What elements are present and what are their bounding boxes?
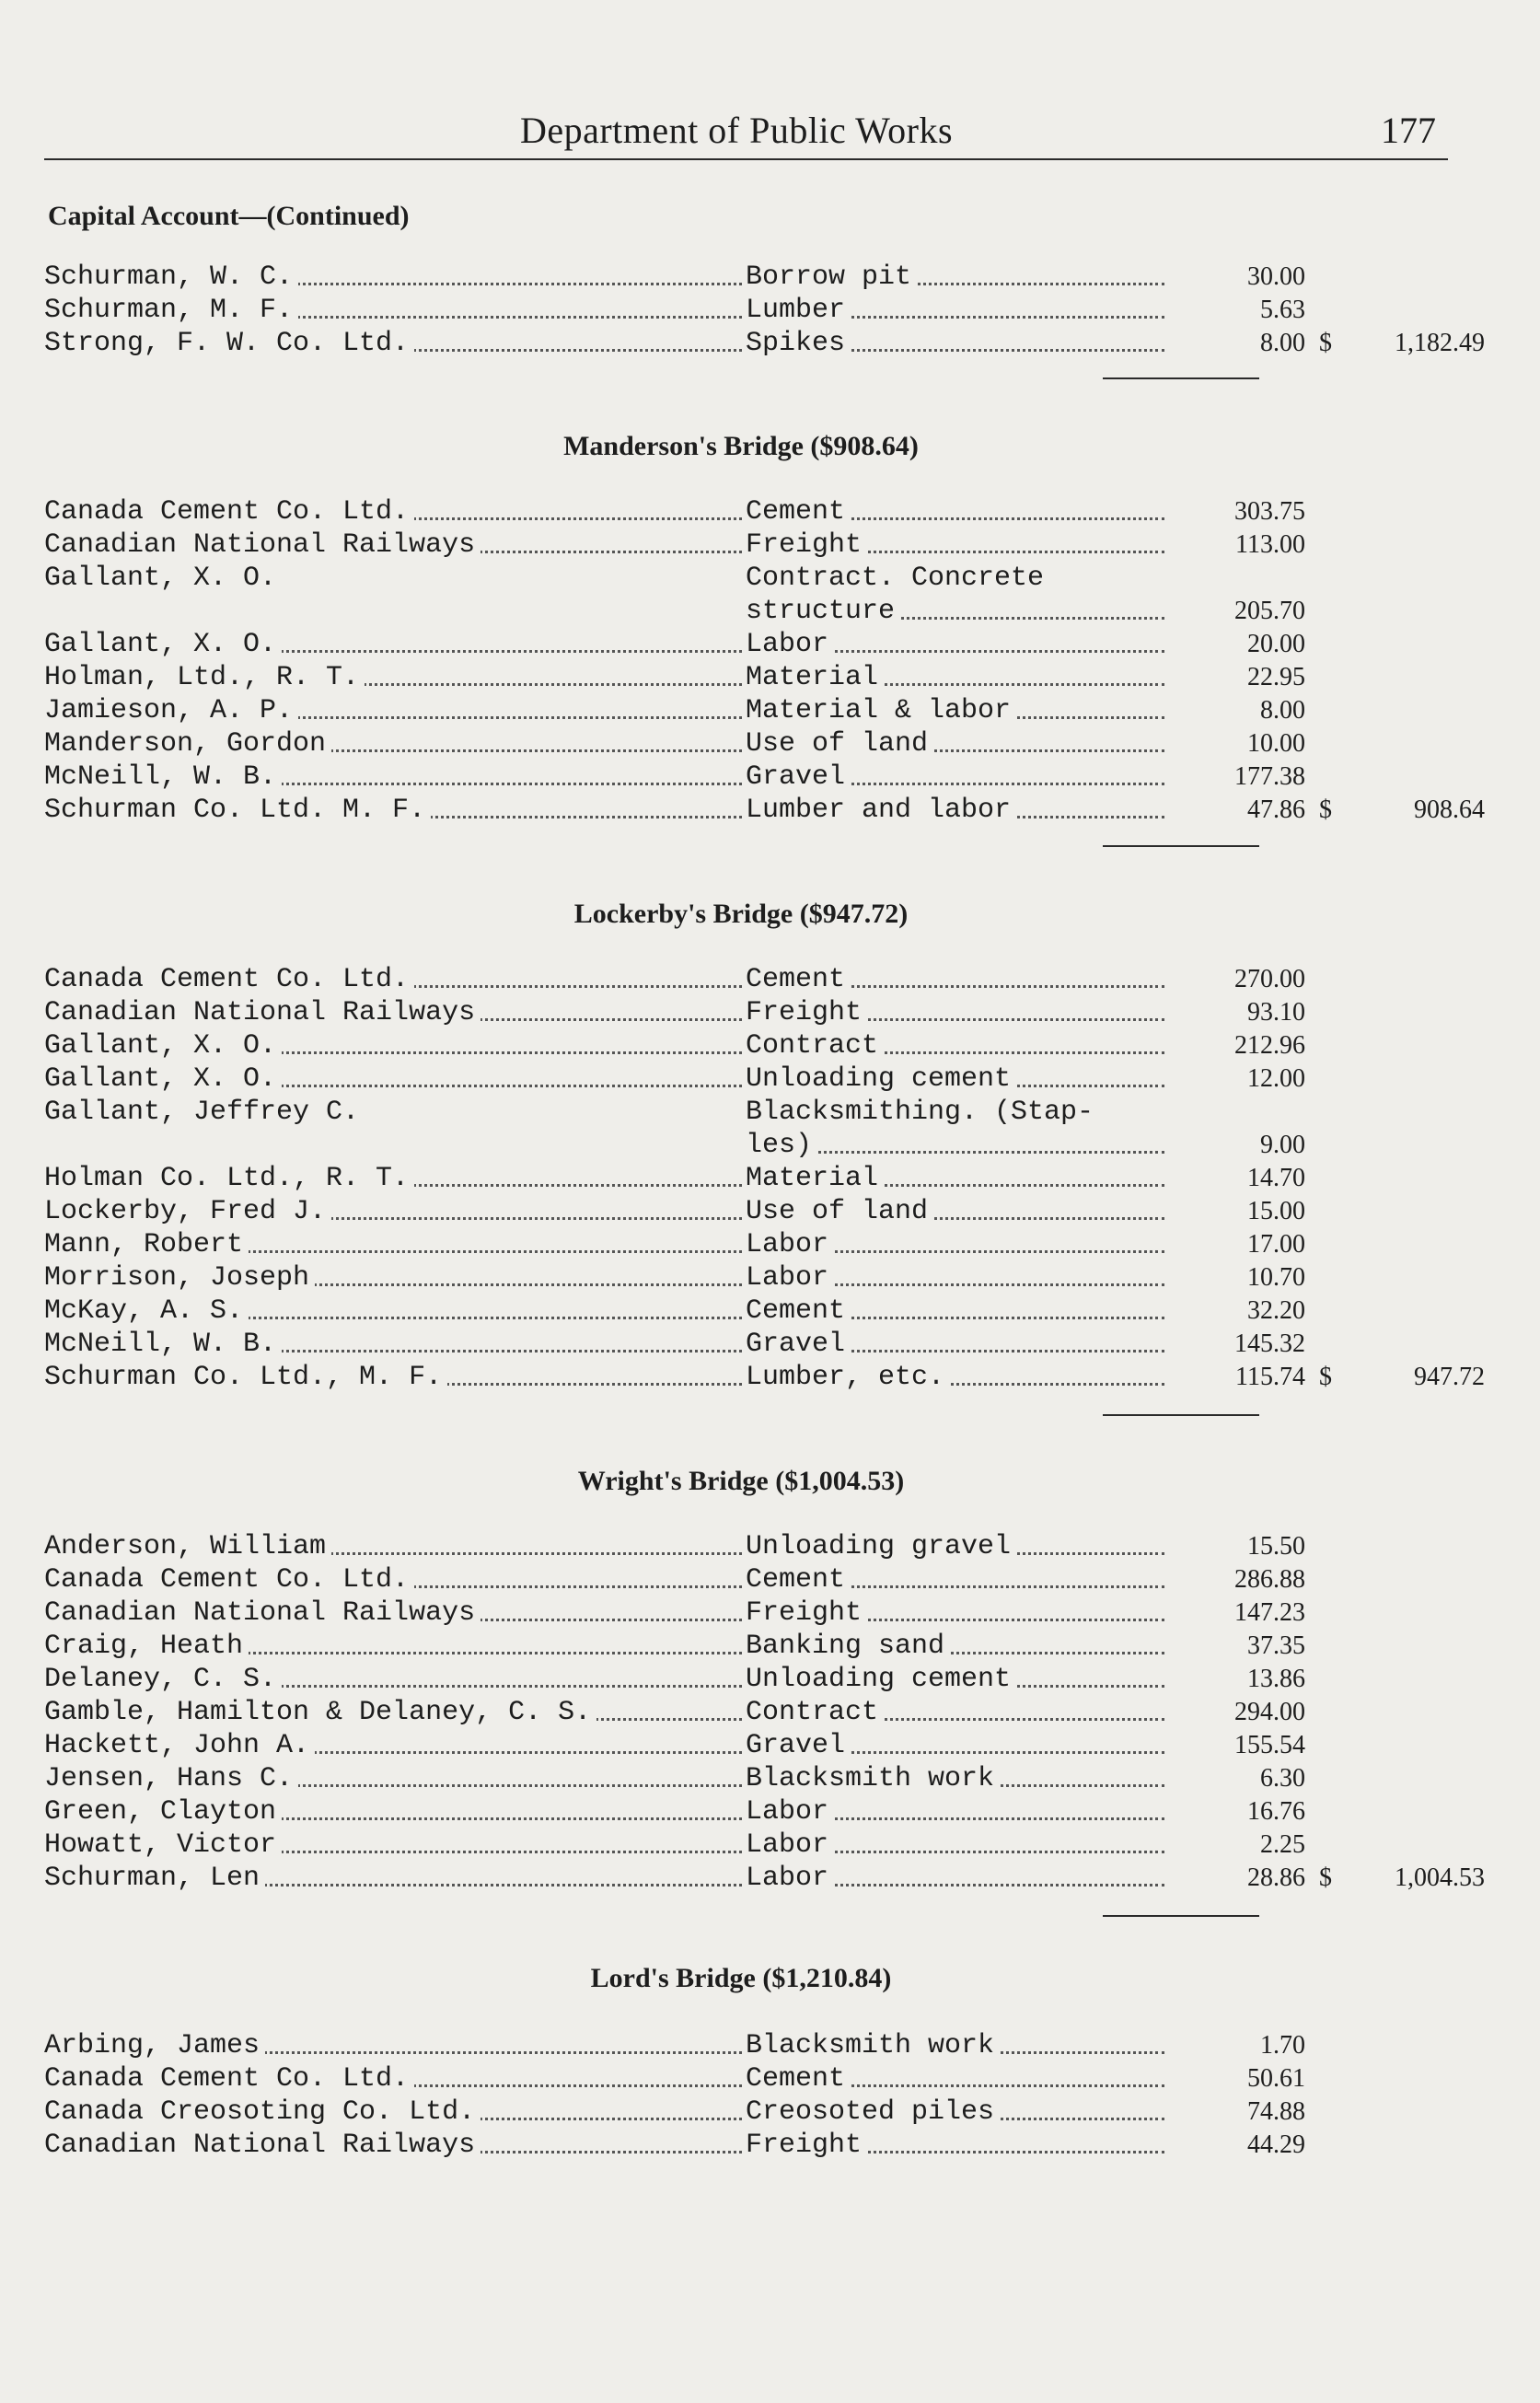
item-amount: 10.00 [1247,729,1305,758]
item-description-text: les) [746,1130,817,1161]
item-description [746,1862,1164,1895]
sum-rule [1103,1414,1259,1416]
ledger-row [44,1596,1462,1630]
payee-name-text: Green, Clayton [44,1796,282,1828]
payee-name-text: Craig, Heath [44,1631,249,1662]
payee-name-text: Manderson, Gordon [44,728,331,760]
payee-name [44,2029,742,2062]
ledger-row [44,727,1462,760]
item-amount: 44.29 [1247,2130,1305,2159]
payee-name [44,1096,742,1129]
item-description [746,1195,1164,1228]
payee-name-text: Delaney, C. S. [44,1664,282,1695]
item-description [746,2029,1164,2062]
item-description-text: Material [746,662,884,693]
item-amount: 15.50 [1247,1532,1305,1561]
payee-name [44,1294,742,1328]
header-rule [44,158,1448,160]
item-description-text: Labor [746,1796,834,1828]
payee-name [44,1228,742,1261]
item-description [746,1795,1164,1828]
item-description-text: structure [746,596,900,627]
item-description-text: Unloading cement [746,1063,1016,1095]
payee-name [44,1828,742,1862]
ledger-row [44,1663,1462,1696]
payee-name [44,1795,742,1828]
item-description-text: Cement [746,2063,851,2095]
item-amount: 294.00 [1234,1698,1305,1726]
item-description [746,1630,1164,1663]
item-description [746,2062,1164,2095]
item-amount: 205.70 [1234,597,1305,625]
payee-name-text: Gallant, X. O. [44,563,282,594]
payee-name-text: Schurman, Len [44,1863,265,1894]
payee-name [44,694,742,727]
item-description-text: Unloading cement [746,1664,1016,1695]
payee-name [44,727,742,760]
ledger-row [44,1729,1462,1762]
item-description [746,1663,1164,1696]
item-description [746,1261,1164,1294]
payee-name [44,1596,742,1630]
item-description-text: Unloading gravel [746,1531,1016,1562]
ledger-row [44,1096,1462,1129]
item-amount: 145.32 [1234,1329,1305,1358]
payee-name-text: Canadian National Railways [44,997,481,1028]
item-description [746,1361,1164,1394]
payee-name [44,1062,742,1096]
item-description [746,1129,1164,1162]
ledger-row [44,661,1462,694]
item-description [746,727,1164,760]
item-amount: 8.00 [1260,696,1305,725]
sum-rule [1103,377,1259,379]
item-description-text: Blacksmith work [746,1763,1000,1794]
payee-name [44,1328,742,1361]
payee-name [44,661,742,694]
payee-name [44,1195,742,1228]
payee-name [44,562,742,595]
item-description [746,1062,1164,1096]
ledger-row [44,2029,1462,2062]
item-description-text: Labor [746,1863,834,1894]
item-amount: 30.00 [1247,262,1305,291]
item-description [746,327,1164,360]
section-total: 1,004.53 [1395,1863,1485,1892]
payee-name [44,528,742,562]
item-description [746,1596,1164,1630]
item-description [746,1696,1164,1729]
item-description [746,294,1164,327]
ledger-row [44,1294,1462,1328]
dollar-sign: $ [1319,795,1332,824]
ledger-row [44,495,1462,528]
ledger-row [44,1195,1462,1228]
item-description-text: Gravel [746,1730,851,1761]
item-description-text: Cement [746,964,851,995]
payee-name [44,1630,742,1663]
item-description-text: Contract [746,1697,884,1728]
ledger-row [44,1062,1462,1096]
item-description [746,1530,1164,1563]
payee-name [44,1162,742,1195]
payee-name-text: Canada Cement Co. Ltd. [44,496,414,528]
item-description [746,1294,1164,1328]
wright-bridge-title: Wright's Bridge ($1,004.53) [577,1466,905,1496]
payee-name [44,1762,742,1795]
item-description [746,1328,1164,1361]
ledger-row [44,1261,1462,1294]
ledger-row [44,528,1462,562]
item-description-text: Material [746,1163,884,1194]
payee-name-text: Strong, F. W. Co. Ltd. [44,328,414,359]
ledger-row [44,562,1462,595]
payee-name [44,1530,742,1563]
item-amount: 147.23 [1234,1598,1305,1627]
ledger-row [44,1762,1462,1795]
item-description-text: Labor [746,1229,834,1260]
payee-name-text: McNeill, W. B. [44,761,282,793]
item-description-text: Blacksmithing. (Stap- [746,1097,1099,1128]
item-amount: 303.75 [1234,497,1305,526]
ledger-row [44,595,1462,628]
item-amount: 270.00 [1234,965,1305,993]
ledger-row [44,760,1462,794]
item-description [746,528,1164,562]
item-amount: 28.86 [1247,1863,1305,1892]
item-description-text: Labor [746,1829,834,1861]
page-header-title: Department of Public Works [519,110,954,151]
item-amount: 10.70 [1247,1263,1305,1292]
ledger-row [44,1696,1462,1729]
ledger-row [44,1129,1462,1162]
payee-name-text: Gamble, Hamilton & Delaney, C. S. [44,1697,596,1728]
payee-name-text: Lockerby, Fred J. [44,1196,331,1227]
item-description-text: Freight [746,1597,867,1629]
payee-name-text: Canada Creosoting Co. Ltd. [44,2096,481,2128]
item-description-text: Freight [746,2130,867,2161]
ledger-row [44,294,1462,327]
payee-name-text: McKay, A. S. [44,1295,249,1327]
section-label: Capital Account—(Continued) [48,201,410,231]
payee-name-text: Hackett, John A. [44,1730,315,1761]
item-description [746,1563,1164,1596]
ledger-row [44,996,1462,1029]
payee-name-text: Jamieson, A. P. [44,695,298,726]
item-description [746,794,1164,827]
ledger-row [44,1228,1462,1261]
lockerby-bridge-title: Lockerby's Bridge ($947.72) [573,899,909,929]
item-amount: 6.30 [1260,1764,1305,1793]
payee-name-text: Arbing, James [44,2030,265,2061]
payee-name-text: Schurman Co. Ltd., M. F. [44,1362,447,1393]
item-description-text: Spikes [746,328,851,359]
page-number: 177 [1381,110,1436,151]
item-description-text: Gravel [746,1329,851,1360]
payee-name-text: Schurman Co. Ltd. M. F. [44,795,431,826]
item-amount: 32.20 [1247,1296,1305,1325]
item-amount: 16.76 [1247,1797,1305,1826]
item-amount: 212.96 [1234,1031,1305,1060]
payee-name [44,628,742,661]
item-amount: 177.38 [1234,762,1305,791]
payee-name-text: Gallant, X. O. [44,1030,282,1062]
item-description [746,1162,1164,1195]
sum-rule [1103,845,1259,847]
payee-name-text: McNeill, W. B. [44,1329,282,1360]
payee-name-text: Holman, Ltd., R. T. [44,662,365,693]
payee-name [44,1029,742,1062]
item-description-text: Lumber [746,295,851,326]
payee-name-text: Howatt, Victor [44,1829,282,1861]
item-amount: 1.70 [1260,2031,1305,2060]
item-amount: 50.61 [1247,2064,1305,2093]
item-description [746,1096,1164,1129]
ledger-row [44,1162,1462,1195]
payee-name-text: Mann, Robert [44,1229,249,1260]
item-description [746,963,1164,996]
item-description-text: Lumber and labor [746,795,1016,826]
item-description-text: Cement [746,1295,851,1327]
payee-name [44,1663,742,1696]
item-description-text: Contract. Concrete [746,563,1049,594]
item-amount: 9.00 [1260,1131,1305,1159]
item-amount: 47.86 [1247,795,1305,824]
section-total: 947.72 [1414,1363,1485,1391]
item-amount: 37.35 [1247,1631,1305,1660]
ledger-row [44,1328,1462,1361]
item-description-text: Freight [746,997,867,1028]
item-description [746,694,1164,727]
item-amount: 17.00 [1247,1230,1305,1259]
payee-name [44,1261,742,1294]
ledger-row [44,1563,1462,1596]
ledger-row [44,1630,1462,1663]
item-description [746,495,1164,528]
item-amount: 113.00 [1235,530,1305,559]
item-amount: 22.95 [1247,663,1305,691]
ledger-row [44,2062,1462,2095]
ledger-row [44,1828,1462,1862]
item-description-text: Use of land [746,1196,933,1227]
payee-name [44,1563,742,1596]
ledger-row [44,261,1462,294]
payee-name-text: Morrison, Joseph [44,1262,315,1294]
item-description-text: Labor [746,629,834,660]
payee-name-text: Gallant, Jeffrey C. [44,1097,365,1128]
sum-rule [1103,1915,1259,1917]
item-description [746,1228,1164,1261]
item-description-text: Material & labor [746,695,1016,726]
item-description [746,1729,1164,1762]
dollar-sign: $ [1319,1363,1332,1391]
dollar-sign: $ [1319,329,1332,357]
item-description [746,1762,1164,1795]
payee-name [44,2095,742,2129]
payee-name [44,760,742,794]
item-amount: 8.00 [1260,329,1305,357]
item-description [746,661,1164,694]
item-amount: 2.25 [1260,1830,1305,1859]
item-description [746,261,1164,294]
item-description [746,595,1164,628]
item-amount: 14.70 [1247,1164,1305,1192]
dollar-sign: $ [1319,1863,1332,1892]
payee-name-text: Canada Cement Co. Ltd. [44,964,414,995]
ledger-row [44,794,1485,827]
payee-name [44,2062,742,2095]
payee-name [44,1361,742,1394]
ledger-row [44,2095,1462,2129]
payee-name [44,495,742,528]
section-total: 908.64 [1414,795,1485,824]
ledger-row [44,628,1462,661]
item-description [746,2129,1164,2162]
item-description [746,1828,1164,1862]
manderson-bridge-title: Manderson's Bridge ($908.64) [563,431,919,461]
payee-name-text: Canada Cement Co. Ltd. [44,2063,414,2095]
item-amount: 5.63 [1260,296,1305,324]
ledger-row [44,1862,1485,1895]
payee-name-text: Anderson, William [44,1531,331,1562]
payee-name-text: Gallant, X. O. [44,1063,282,1095]
payee-name [44,327,742,360]
item-description-text: Creosoted piles [746,2096,1000,2128]
item-amount: 155.54 [1234,1731,1305,1759]
section-total: 1,182.49 [1395,329,1485,357]
ledger-row [44,1029,1462,1062]
lord-bridge-title: Lord's Bridge ($1,210.84) [590,1963,892,1993]
payee-name-text: Canadian National Railways [44,529,481,561]
payee-name [44,794,742,827]
ledger-row [44,327,1485,360]
item-amount: 20.00 [1247,630,1305,658]
payee-name [44,1862,742,1895]
item-description-text: Lumber, etc. [746,1362,950,1393]
ledger-row [44,694,1462,727]
item-description [746,996,1164,1029]
ledger-row [44,1530,1462,1563]
item-amount: 93.10 [1247,998,1305,1027]
payee-name-text: Canadian National Railways [44,2130,481,2161]
item-description [746,2095,1164,2129]
ledger-row [44,2129,1462,2162]
item-amount: 12.00 [1247,1064,1305,1093]
payee-name [44,963,742,996]
payee-name [44,2129,742,2162]
item-description-text: Cement [746,496,851,528]
item-description [746,760,1164,794]
payee-name-text: Holman Co. Ltd., R. T. [44,1163,414,1194]
payee-name-text: Canada Cement Co. Ltd. [44,1564,414,1596]
item-amount: 13.86 [1247,1665,1305,1693]
item-amount: 115.74 [1235,1363,1305,1391]
payee-name [44,1696,742,1729]
item-description [746,1029,1164,1062]
item-description [746,628,1164,661]
item-amount: 15.00 [1247,1197,1305,1225]
payee-name-text: Canadian National Railways [44,1597,481,1629]
payee-name [44,996,742,1029]
item-description-text: Banking sand [746,1631,950,1662]
item-amount: 286.88 [1234,1565,1305,1594]
payee-name [44,1729,742,1762]
ledger-row [44,1795,1462,1828]
item-description-text: Use of land [746,728,933,760]
payee-name-text: Schurman, M. F. [44,295,298,326]
item-description-text: Freight [746,529,867,561]
item-description-text: Borrow pit [746,261,917,293]
item-description-text: Blacksmith work [746,2030,1000,2061]
item-amount: 74.88 [1247,2097,1305,2126]
payee-name [44,294,742,327]
item-description-text: Labor [746,1262,834,1294]
item-description-text: Cement [746,1564,851,1596]
payee-name-text: Jensen, Hans C. [44,1763,298,1794]
payee-name-text: Schurman, W. C. [44,261,298,293]
item-description-text: Contract [746,1030,884,1062]
payee-name [44,261,742,294]
item-description [746,562,1164,595]
payee-name-text: Gallant, X. O. [44,629,282,660]
ledger-row [44,1361,1485,1394]
item-description-text: Gravel [746,761,851,793]
ledger-row [44,963,1462,996]
